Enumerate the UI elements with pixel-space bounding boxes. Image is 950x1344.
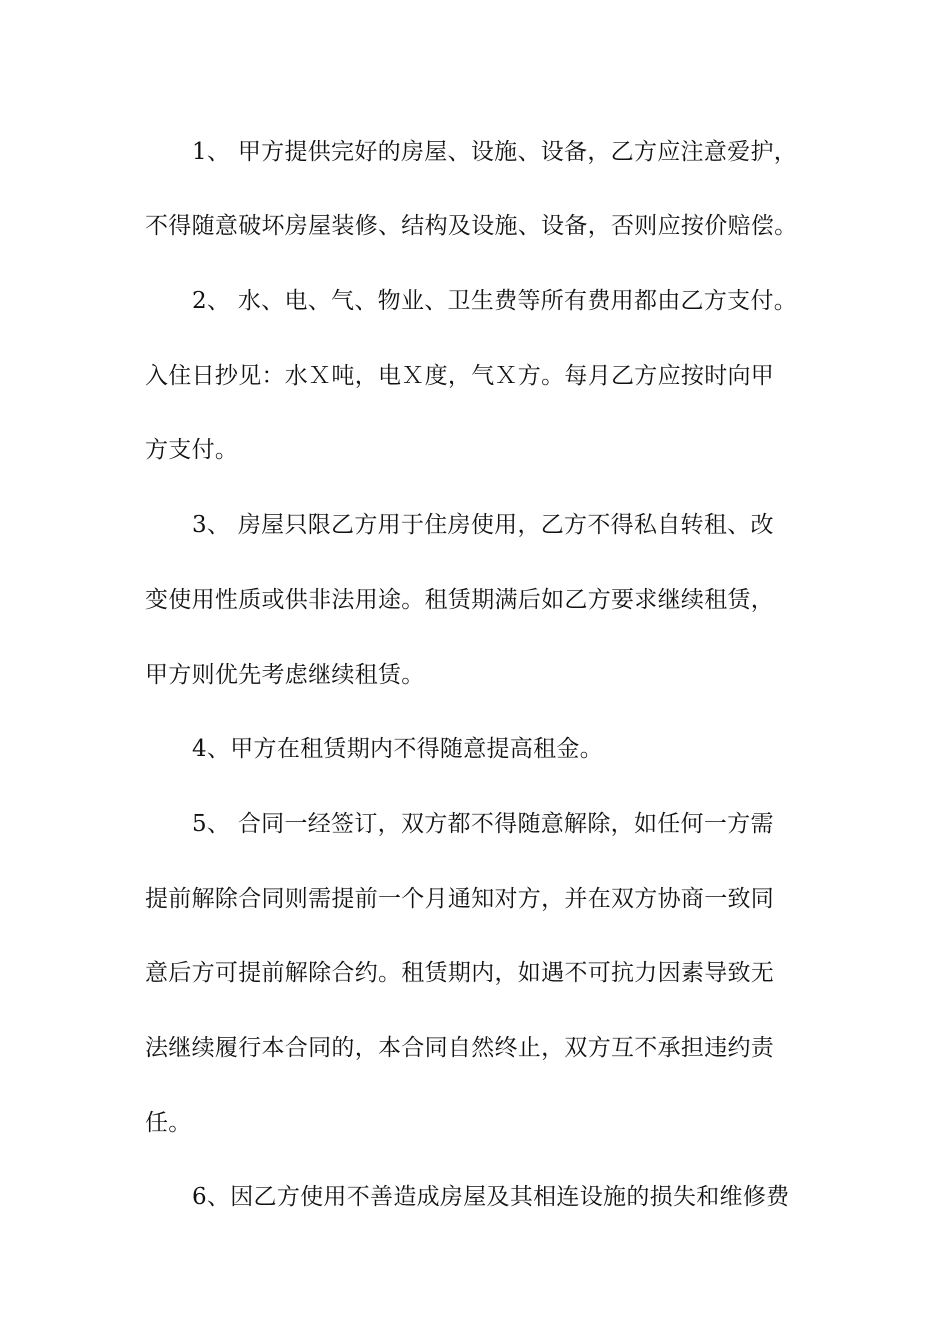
text-line-3: 2、 水、电、气、物业、卫生费等所有费用都由乙方支付。 (192, 288, 798, 314)
text-line-13: 法继续履行本合同的，本合同自然终止，双方互不承担违约责 (145, 1035, 775, 1061)
text-line-10: 5、 合同一经签订，双方都不得随意解除，如任何一方需 (192, 811, 774, 837)
text-line-1: 1、 甲方提供完好的房屋、设施、设备，乙方应注意爱护， (192, 139, 798, 165)
text-line-8: 甲方则优先考虑继续租赁。 (145, 662, 425, 688)
text-line-9: 4、甲方在租赁期内不得随意提高租金。 (192, 736, 604, 762)
text-line-7: 变使用性质或供非法用途。租赁期满后如乙方要求继续租赁， (145, 587, 775, 613)
text-line-5: 方支付。 (145, 437, 239, 463)
text-line-4: 入住日抄见：水Ｘ吨，电Ｘ度，气Ｘ方。每月乙方应按时向甲 (145, 363, 775, 389)
text-line-2: 不得随意破坏房屋装修、结构及设施、设备，否则应按价赔偿。 (145, 213, 798, 239)
text-line-12: 意后方可提前解除合约。租赁期内，如遇不可抗力因素导致无 (145, 960, 775, 986)
text-line-6: 3、 房屋只限乙方用于住房使用，乙方不得私自转租、改 (192, 512, 774, 538)
text-line-14: 任。 (145, 1110, 192, 1136)
text-line-11: 提前解除合同则需提前一个月通知对方，并在双方协商一致同 (145, 886, 775, 912)
text-line-15: 6、因乙方使用不善造成房屋及其相连设施的损失和维修费 (192, 1184, 790, 1210)
